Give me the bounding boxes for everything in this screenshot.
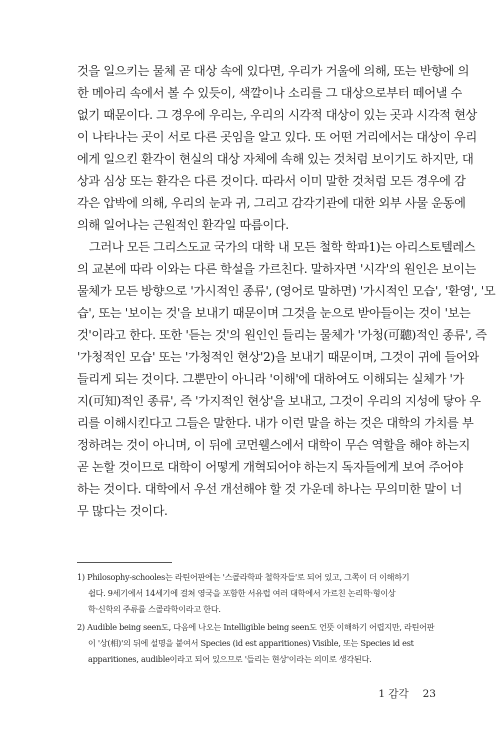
body-line: 의해 일어나는 근원적인 환각일 따름이다.	[77, 218, 289, 232]
footnote-rule	[77, 562, 172, 563]
body-line: 상과 심상 또는 환각은 다른 것이다. 따라서 이미 말한 것처럼 모든 경우에 감	[77, 174, 466, 188]
body-line: 곧 논할 것이므로 대학이 어떻게 개혁되어야 하는지 독자들에게 보여 주어야	[77, 460, 463, 474]
body-line: 정하려는 것이 아니며, 이 뒤에 코먼웰스에서 대학이 무슨 역할을 해야 하는지	[77, 438, 470, 452]
chapter-label: 1 감각	[378, 688, 409, 700]
body-line: 것을 일으키는 물체 곧 대상 속에 있다면, 우리가 거울에 의해, 또는 반향에 의	[77, 64, 470, 78]
footnote-line: 1) Philosophy-schooles는 라틴어판에는 '스콜라학파 철학자들'로 되어 있고, 그쪽이 더 이해하기	[77, 572, 410, 582]
body-line: 한 메아리 속에서 볼 수 있듯이, 색깔이나 소리를 그 대상으로부터 떼어낼 수	[77, 86, 462, 100]
footnote-line: 2) Audible being seen도, 다음에 나오는 Intelligible being seen도 언뜻 이해하기 어렵지만, 라틴어판	[77, 622, 435, 632]
footnote-line: apparitiones, audible이라고 되어 있으므로 '들리는 현상'이라는 의미로 생각된다.	[88, 654, 372, 664]
paragraph-first-line: 그러나 모든 그리스도교 국가의 대학 내 모든 철학 학파1)는 아리스토텔레스	[89, 240, 476, 254]
footnote-line: 학·신학의 주류를 스콜라학이라고 한다.	[88, 604, 221, 614]
body-line: 이 나타나는 곳이 서로 다른 곳임을 알고 있다. 또 어떤 거리에서는 대상이 우리	[77, 130, 477, 144]
body-line: 의 교본에 따라 이와는 다른 학설을 가르친다. 말하자면 '시각'의 원인은 보이는	[77, 262, 476, 276]
body-line: 없기 때문이다. 그 경우에 우리는, 우리의 시각적 대상이 있는 곳과 시각적 현상	[77, 108, 477, 122]
body-line: 물체가 모든 방향으로 '가시적인 종류', (영어로 말하면) '가시적인 모습', '환영', '모	[77, 284, 496, 298]
footnote-line: 이 '상(相)'의 뒤에 설명을 붙여서 Species (id est apparitiones) Visible, 또는 Species id est	[88, 638, 414, 648]
body-line: 습', 또는 '보이는 것'을 보내기 때문이며 그것을 눈으로 받아들이는 것이 '보는	[77, 306, 471, 320]
body-line: 리를 이해시킨다고 그들은 말한다. 내가 이런 말을 하는 것은 대학의 가치를 부	[77, 416, 474, 430]
body-line: 무 많다는 것이다.	[77, 504, 168, 518]
footnote-line: 쉽다. 9세기에서 14세기에 걸쳐 영국을 포함한 서유럽 여러 대학에서 가르친 논리학·형이상	[88, 588, 396, 598]
page-number: 23	[422, 688, 436, 700]
body-line: 에게 일으킨 환각이 현실의 대상 자체에 속해 있는 것처럼 보이기도 하지만, 대	[77, 152, 474, 166]
body-line: 하는 것이다. 대학에서 우선 개선해야 할 것 가운데 하나는 무의미한 말이 너	[77, 482, 462, 496]
body-line: 지(可知)적인 종류', 즉 '가지적인 현상'을 보내고, 그것이 우리의 지성에 닿아 우	[77, 394, 481, 408]
body-line: 각은 압박에 의해, 우리의 눈과 귀, 그리고 감각기관에 대한 외부 사물 운동에	[77, 196, 466, 210]
body-line: 것'이라고 한다. 또한 '듣는 것'의 원인인 들리는 물체가 '가청(可聽)적인 종류', 즉	[77, 328, 487, 342]
body-line: '가청적인 모습' 또는 '가청적인 현상'2)을 보내기 때문이며, 그것이 귀에 들어와	[77, 350, 479, 364]
page-footer	[364, 686, 436, 701]
body-line: 들리게 되는 것이다. 그뿐만이 아니라 '이해'에 대하여도 이해되는 실체가 '가	[77, 372, 464, 386]
